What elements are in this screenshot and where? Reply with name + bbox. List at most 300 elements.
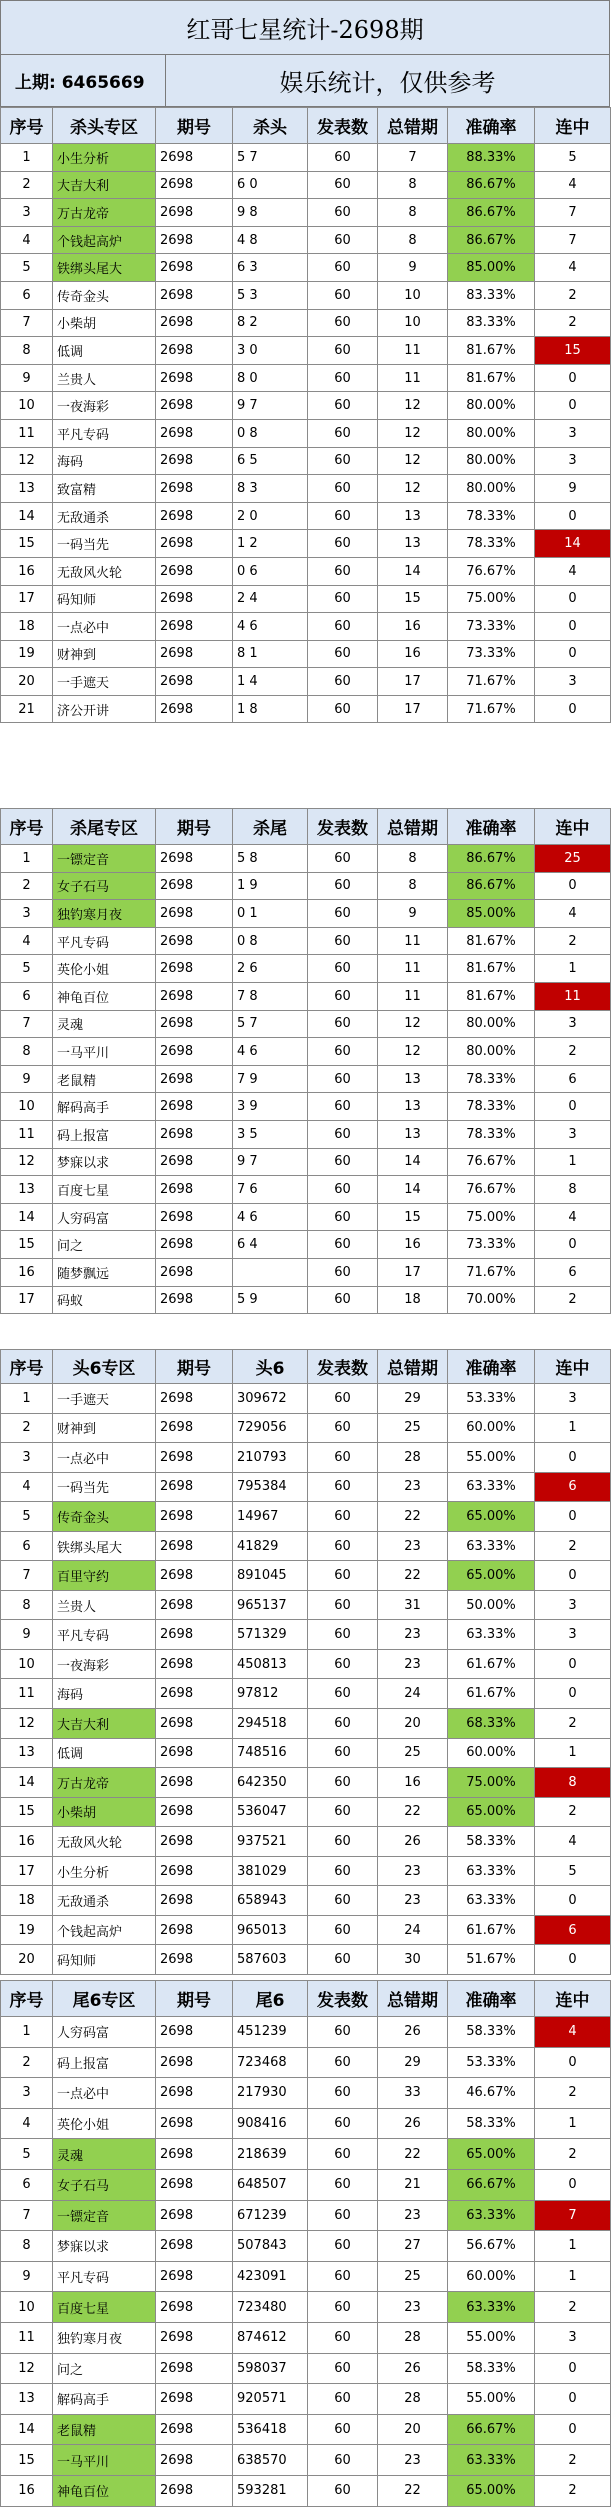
cell-errors: 25 <box>378 1738 448 1768</box>
header-streak: 连中 <box>535 809 611 845</box>
cell-posts: 60 <box>308 1827 378 1857</box>
cell-pick: 218639 <box>233 2139 308 2170</box>
cell-posts: 60 <box>308 309 378 337</box>
cell-pick: 2 0 <box>233 502 308 530</box>
table-row <box>1 1531 611 1561</box>
cell-pick: 3 0 <box>233 337 308 365</box>
cell-accuracy: 81.67% <box>448 955 535 983</box>
cell-accuracy: 60.00% <box>448 1738 535 1768</box>
cell-posts: 60 <box>308 1093 378 1121</box>
cell-streak: 14 <box>535 530 611 558</box>
cell-name: 解码高手 <box>53 1093 156 1121</box>
table-row <box>1 392 611 420</box>
cell-accuracy: 75.00% <box>448 585 535 613</box>
cell-posts: 60 <box>308 530 378 558</box>
cell-name: 梦寐以求 <box>53 2231 156 2262</box>
cell-index: 4 <box>1 927 53 955</box>
cell-pick: 7 9 <box>233 1065 308 1093</box>
cell-index: 10 <box>1 2292 53 2323</box>
cell-pick: 8 1 <box>233 640 308 668</box>
cell-streak: 1 <box>535 955 611 983</box>
cell-issue: 2698 <box>156 1148 233 1176</box>
cell-pick: 723468 <box>233 2047 308 2078</box>
cell-accuracy: 75.00% <box>448 1768 535 1798</box>
table-row <box>1 1886 611 1916</box>
cell-streak: 3 <box>535 447 611 475</box>
cell-name: 低调 <box>53 1738 156 1768</box>
table-row <box>1 2231 611 2262</box>
cell-errors: 15 <box>378 1203 448 1231</box>
header-name: 尾6专区 <box>53 1981 156 2017</box>
table-row <box>1 2322 611 2353</box>
cell-errors: 11 <box>378 337 448 365</box>
cell-index: 16 <box>1 1258 53 1286</box>
table-row <box>1 2108 611 2139</box>
header-index: 序号 <box>1 1350 53 1384</box>
cell-index: 15 <box>1 2445 53 2476</box>
cell-errors: 23 <box>378 1886 448 1916</box>
table-row <box>1 1093 611 1121</box>
cell-name: 大吉大利 <box>53 1709 156 1739</box>
cell-name: 一点必中 <box>53 613 156 641</box>
cell-streak: 15 <box>535 337 611 365</box>
cell-streak: 2 <box>535 1531 611 1561</box>
header-pick: 杀头 <box>233 108 308 144</box>
cell-issue: 2698 <box>156 982 233 1010</box>
cell-streak: 0 <box>535 1093 611 1121</box>
cell-posts: 60 <box>308 1561 378 1591</box>
cell-accuracy: 78.33% <box>448 1065 535 1093</box>
cell-pick: 642350 <box>233 1768 308 1798</box>
header-accuracy: 准确率 <box>448 1350 535 1384</box>
cell-posts: 60 <box>308 982 378 1010</box>
cell-streak: 3 <box>535 419 611 447</box>
cell-index: 18 <box>1 1886 53 1916</box>
cell-pick: 536418 <box>233 2414 308 2445</box>
cell-errors: 30 <box>378 1945 448 1975</box>
table-row <box>1 337 611 365</box>
cell-index: 2 <box>1 1413 53 1443</box>
cell-accuracy: 66.67% <box>448 2414 535 2445</box>
cell-name: 灵魂 <box>53 2139 156 2170</box>
cell-errors: 23 <box>378 1856 448 1886</box>
cell-issue: 2698 <box>156 1827 233 1857</box>
cell-pick: 891045 <box>233 1561 308 1591</box>
cell-posts: 60 <box>308 872 378 900</box>
cell-issue: 2698 <box>156 2200 233 2231</box>
table-row <box>1 447 611 475</box>
cell-pick: 671239 <box>233 2200 308 2231</box>
cell-streak: 4 <box>535 1203 611 1231</box>
cell-index: 14 <box>1 1768 53 1798</box>
cell-streak: 3 <box>535 1620 611 1650</box>
cell-accuracy: 71.67% <box>448 695 535 723</box>
cell-name: 码知师 <box>53 1945 156 1975</box>
cell-name: 解码高手 <box>53 2384 156 2415</box>
cell-posts: 60 <box>308 419 378 447</box>
cell-pick: 723480 <box>233 2292 308 2323</box>
cell-issue: 2698 <box>156 900 233 928</box>
cell-streak: 2 <box>535 1797 611 1827</box>
cell-name: 一马平川 <box>53 2445 156 2476</box>
cell-name: 人穷码富 <box>53 1203 156 1231</box>
cell-posts: 60 <box>308 281 378 309</box>
cell-accuracy: 80.00% <box>448 1038 535 1066</box>
cell-errors: 7 <box>378 144 448 172</box>
header-streak: 连中 <box>535 1350 611 1384</box>
cell-errors: 17 <box>378 1258 448 1286</box>
cell-pick: 507843 <box>233 2231 308 2262</box>
table-row <box>1 2078 611 2109</box>
cell-index: 11 <box>1 1120 53 1148</box>
cell-errors: 25 <box>378 2261 448 2292</box>
cell-name: 无敌通杀 <box>53 502 156 530</box>
cell-posts: 60 <box>308 2292 378 2323</box>
cell-streak: 3 <box>535 1590 611 1620</box>
cell-streak: 0 <box>535 2414 611 2445</box>
cell-errors: 22 <box>378 2475 448 2506</box>
cell-index: 2 <box>1 171 53 199</box>
cell-name: 平凡专码 <box>53 2261 156 2292</box>
cell-errors: 12 <box>378 1038 448 1066</box>
cell-issue: 2698 <box>156 2292 233 2323</box>
cell-posts: 60 <box>308 2475 378 2506</box>
cell-pick: 9 8 <box>233 199 308 227</box>
cell-index: 5 <box>1 1502 53 1532</box>
header-posts: 发表数 <box>308 1981 378 2017</box>
cell-accuracy: 63.33% <box>448 1472 535 1502</box>
cell-index: 3 <box>1 2078 53 2109</box>
cell-errors: 12 <box>378 419 448 447</box>
cell-index: 14 <box>1 1203 53 1231</box>
cell-index: 13 <box>1 1738 53 1768</box>
cell-name: 大吉大利 <box>53 171 156 199</box>
cell-streak: 0 <box>535 1649 611 1679</box>
table-row <box>1 1502 611 1532</box>
cell-posts: 60 <box>308 1065 378 1093</box>
cell-posts: 60 <box>308 337 378 365</box>
cell-streak: 0 <box>535 2169 611 2200</box>
cell-name: 一夜海彩 <box>53 392 156 420</box>
cell-errors: 8 <box>378 872 448 900</box>
cell-pick: 5 9 <box>233 1286 308 1314</box>
header-accuracy: 准确率 <box>448 1981 535 2017</box>
cell-accuracy: 88.33% <box>448 144 535 172</box>
cell-name: 一马平川 <box>53 1038 156 1066</box>
cell-name: 小柴胡 <box>53 1797 156 1827</box>
table-row <box>1 1856 611 1886</box>
cell-streak: 2 <box>535 1709 611 1739</box>
cell-pick: 638570 <box>233 2445 308 2476</box>
cell-posts: 60 <box>308 1738 378 1768</box>
cell-streak: 5 <box>535 1856 611 1886</box>
cell-accuracy: 86.67% <box>448 872 535 900</box>
cell-pick: 598037 <box>233 2353 308 2384</box>
header-errors: 总错期 <box>378 1350 448 1384</box>
cell-posts: 60 <box>308 1176 378 1204</box>
cell-streak: 1 <box>535 2231 611 2262</box>
cell-streak: 8 <box>535 1768 611 1798</box>
cell-name: 百度七星 <box>53 2292 156 2323</box>
cell-accuracy: 55.00% <box>448 1443 535 1473</box>
cell-pick: 1 9 <box>233 872 308 900</box>
cell-accuracy: 63.33% <box>448 1531 535 1561</box>
cell-issue: 2698 <box>156 392 233 420</box>
cell-errors: 22 <box>378 1502 448 1532</box>
cell-pick: 5 3 <box>233 281 308 309</box>
cell-posts: 60 <box>308 199 378 227</box>
cell-index: 21 <box>1 695 53 723</box>
cell-name: 一手遮天 <box>53 668 156 696</box>
cell-index: 16 <box>1 557 53 585</box>
cell-index: 15 <box>1 530 53 558</box>
cell-issue: 2698 <box>156 1915 233 1945</box>
cell-pick: 795384 <box>233 1472 308 1502</box>
cell-issue: 2698 <box>156 1738 233 1768</box>
cell-index: 7 <box>1 1561 53 1591</box>
cell-index: 17 <box>1 585 53 613</box>
header-issue: 期号 <box>156 108 233 144</box>
cell-issue: 2698 <box>156 1856 233 1886</box>
cell-name: 海码 <box>53 1679 156 1709</box>
cell-errors: 12 <box>378 392 448 420</box>
cell-accuracy: 68.33% <box>448 1709 535 1739</box>
cell-index: 6 <box>1 982 53 1010</box>
table-row <box>1 1945 611 1975</box>
table-row <box>1 1413 611 1443</box>
cell-accuracy: 86.67% <box>448 845 535 873</box>
cell-streak: 2 <box>535 2139 611 2170</box>
cell-streak: 9 <box>535 475 611 503</box>
cell-posts: 60 <box>308 2017 378 2048</box>
previous-issue-label: 上期: 6465669 <box>1 55 166 106</box>
cell-streak: 0 <box>535 2047 611 2078</box>
cell-accuracy: 86.67% <box>448 199 535 227</box>
cell-streak: 0 <box>535 585 611 613</box>
sub-header <box>0 55 610 107</box>
cell-errors: 26 <box>378 2353 448 2384</box>
cell-name: 无敌通杀 <box>53 1886 156 1916</box>
cell-name: 独钓寒月夜 <box>53 900 156 928</box>
table-row <box>1 475 611 503</box>
cell-pick: 4 6 <box>233 1203 308 1231</box>
cell-issue: 2698 <box>156 2231 233 2262</box>
cell-errors: 25 <box>378 1413 448 1443</box>
cell-errors: 13 <box>378 530 448 558</box>
cell-index: 12 <box>1 2353 53 2384</box>
cell-errors: 9 <box>378 900 448 928</box>
cell-issue: 2698 <box>156 1679 233 1709</box>
cell-posts: 60 <box>308 1620 378 1650</box>
cell-pick: 6 0 <box>233 171 308 199</box>
cell-streak: 3 <box>535 1010 611 1038</box>
cell-index: 10 <box>1 1649 53 1679</box>
cell-pick: 6 3 <box>233 254 308 282</box>
cell-pick: 6 4 <box>233 1231 308 1259</box>
table-row <box>1 1827 611 1857</box>
cell-posts: 60 <box>308 1797 378 1827</box>
cell-index: 16 <box>1 2475 53 2506</box>
cell-issue: 2698 <box>156 1093 233 1121</box>
table-row <box>1 2414 611 2445</box>
cell-posts: 60 <box>308 1413 378 1443</box>
cell-posts: 60 <box>308 502 378 530</box>
cell-streak: 0 <box>535 502 611 530</box>
cell-accuracy: 81.67% <box>448 364 535 392</box>
table-row <box>1 2353 611 2384</box>
table-row <box>1 845 611 873</box>
cell-index: 20 <box>1 1945 53 1975</box>
cell-streak: 1 <box>535 2261 611 2292</box>
cell-posts: 60 <box>308 1945 378 1975</box>
cell-name: 问之 <box>53 2353 156 2384</box>
cell-errors: 17 <box>378 668 448 696</box>
cell-accuracy: 76.67% <box>448 557 535 585</box>
stats-table-3 <box>0 1349 611 1975</box>
table-row <box>1 1561 611 1591</box>
cell-index: 13 <box>1 2384 53 2415</box>
table-row <box>1 557 611 585</box>
cell-streak: 6 <box>535 1258 611 1286</box>
cell-accuracy: 63.33% <box>448 1856 535 1886</box>
cell-posts: 60 <box>308 392 378 420</box>
table-row <box>1 199 611 227</box>
cell-errors: 12 <box>378 447 448 475</box>
cell-errors: 17 <box>378 695 448 723</box>
table-row <box>1 2017 611 2048</box>
cell-pick: 3 9 <box>233 1093 308 1121</box>
cell-pick: 729056 <box>233 1413 308 1443</box>
cell-errors: 23 <box>378 2292 448 2323</box>
cell-streak: 4 <box>535 900 611 928</box>
cell-issue: 2698 <box>156 1502 233 1532</box>
table-row <box>1 2261 611 2292</box>
cell-posts: 60 <box>308 2047 378 2078</box>
cell-index: 1 <box>1 1384 53 1414</box>
cell-streak: 3 <box>535 1120 611 1148</box>
cell-name: 铁绑头尾大 <box>53 1531 156 1561</box>
cell-pick: 908416 <box>233 2108 308 2139</box>
cell-errors: 23 <box>378 2445 448 2476</box>
cell-accuracy: 76.67% <box>448 1176 535 1204</box>
cell-pick: 4 6 <box>233 1038 308 1066</box>
cell-issue: 2698 <box>156 1176 233 1204</box>
cell-accuracy: 80.00% <box>448 475 535 503</box>
cell-index: 7 <box>1 2200 53 2231</box>
cell-pick: 965013 <box>233 1915 308 1945</box>
cell-issue: 2698 <box>156 927 233 955</box>
cell-posts: 60 <box>308 2445 378 2476</box>
cell-posts: 60 <box>308 1148 378 1176</box>
cell-issue: 2698 <box>156 171 233 199</box>
cell-issue: 2698 <box>156 1384 233 1414</box>
cell-accuracy: 63.33% <box>448 1886 535 1916</box>
table-row <box>1 1915 611 1945</box>
cell-issue: 2698 <box>156 1203 233 1231</box>
cell-pick: 8 2 <box>233 309 308 337</box>
cell-pick: 1 2 <box>233 530 308 558</box>
cell-streak: 11 <box>535 982 611 1010</box>
cell-accuracy: 63.33% <box>448 2292 535 2323</box>
cell-streak: 0 <box>535 695 611 723</box>
cell-index: 4 <box>1 1472 53 1502</box>
cell-posts: 60 <box>308 1472 378 1502</box>
cell-posts: 60 <box>308 447 378 475</box>
cell-posts: 60 <box>308 226 378 254</box>
header-pick: 头6 <box>233 1350 308 1384</box>
cell-accuracy: 85.00% <box>448 254 535 282</box>
header-streak: 连中 <box>535 1981 611 2017</box>
table-row <box>1 502 611 530</box>
cell-accuracy: 81.67% <box>448 982 535 1010</box>
cell-accuracy: 76.67% <box>448 1148 535 1176</box>
cell-name: 一夜海彩 <box>53 1649 156 1679</box>
cell-issue: 2698 <box>156 668 233 696</box>
cell-accuracy: 65.00% <box>448 2475 535 2506</box>
cell-name: 铁绑头尾大 <box>53 254 156 282</box>
cell-issue: 2698 <box>156 557 233 585</box>
cell-issue: 2698 <box>156 530 233 558</box>
cell-issue: 2698 <box>156 2322 233 2353</box>
cell-pick: 920571 <box>233 2384 308 2415</box>
cell-issue: 2698 <box>156 364 233 392</box>
cell-pick: 217930 <box>233 2078 308 2109</box>
cell-errors: 20 <box>378 1709 448 1739</box>
cell-pick: 648507 <box>233 2169 308 2200</box>
cell-posts: 60 <box>308 2261 378 2292</box>
cell-pick: 2 4 <box>233 585 308 613</box>
cell-posts: 60 <box>308 927 378 955</box>
cell-errors: 8 <box>378 226 448 254</box>
cell-streak: 1 <box>535 2108 611 2139</box>
table-row <box>1 2384 611 2415</box>
cell-streak: 0 <box>535 364 611 392</box>
cell-posts: 60 <box>308 900 378 928</box>
cell-posts: 60 <box>308 2231 378 2262</box>
cell-issue: 2698 <box>156 1231 233 1259</box>
cell-pick: 7 6 <box>233 1176 308 1204</box>
header-pick: 杀尾 <box>233 809 308 845</box>
cell-errors: 11 <box>378 364 448 392</box>
table-row <box>1 530 611 558</box>
cell-name: 英伦小姐 <box>53 955 156 983</box>
cell-issue: 2698 <box>156 1590 233 1620</box>
cell-accuracy: 78.33% <box>448 530 535 558</box>
cell-streak: 0 <box>535 2384 611 2415</box>
cell-name: 老鼠精 <box>53 2414 156 2445</box>
cell-pick: 5 7 <box>233 1010 308 1038</box>
cell-errors: 27 <box>378 2231 448 2262</box>
table-row <box>1 872 611 900</box>
cell-accuracy: 75.00% <box>448 1203 535 1231</box>
cell-index: 12 <box>1 1709 53 1739</box>
cell-name: 灵魂 <box>53 1010 156 1038</box>
table-row <box>1 2475 611 2506</box>
cell-index: 15 <box>1 1797 53 1827</box>
cell-name: 无敌风火轮 <box>53 557 156 585</box>
cell-issue: 2698 <box>156 1620 233 1650</box>
cell-index: 9 <box>1 2261 53 2292</box>
cell-pick: 41829 <box>233 1531 308 1561</box>
cell-accuracy: 71.67% <box>448 668 535 696</box>
cell-posts: 60 <box>308 1443 378 1473</box>
cell-errors: 28 <box>378 2384 448 2415</box>
cell-pick: 658943 <box>233 1886 308 1916</box>
cell-index: 11 <box>1 1679 53 1709</box>
cell-issue: 2698 <box>156 2414 233 2445</box>
cell-index: 8 <box>1 337 53 365</box>
header-posts: 发表数 <box>308 809 378 845</box>
